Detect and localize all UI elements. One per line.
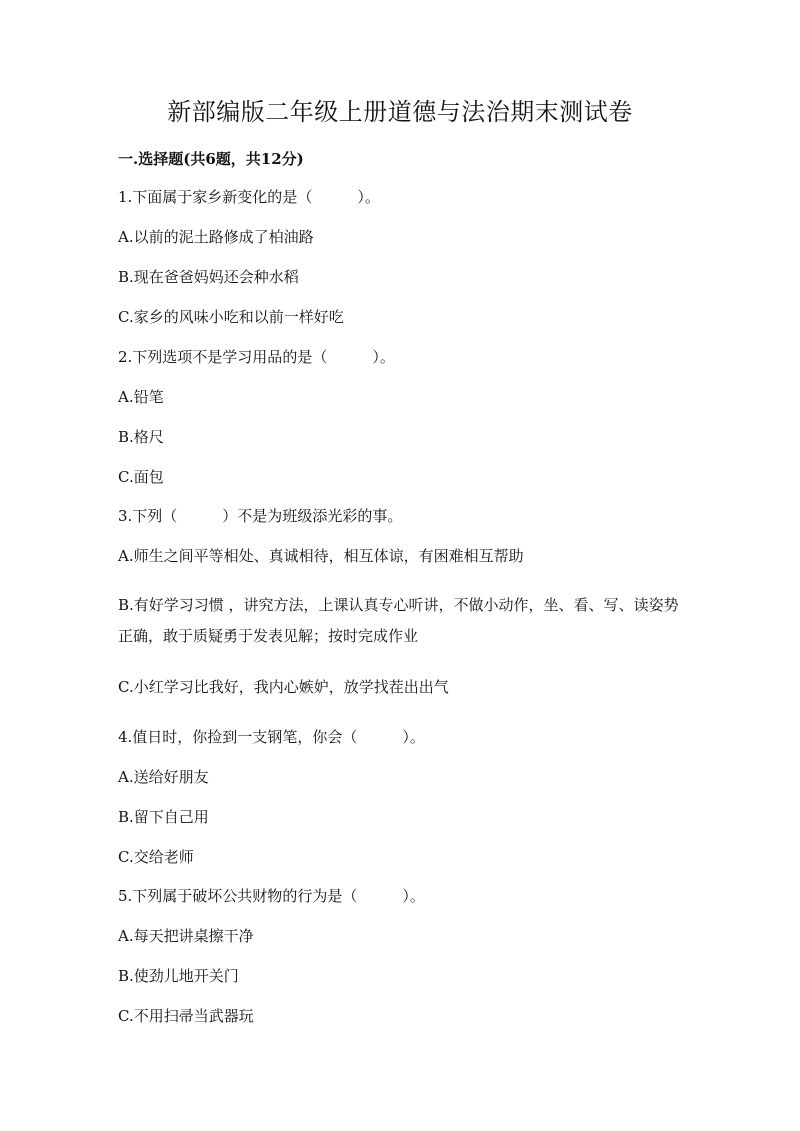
question-3-option-a: A.师生之间平等相处、真诚相待，相互体谅，有困难相互帮助: [118, 547, 524, 565]
question-4-option-a: A.送给好朋友: [118, 768, 209, 786]
question-2-stem: 2.下列选项不是学习用品的是（ ）。: [118, 348, 395, 366]
question-2-option-c: C.面包: [118, 468, 164, 486]
page-title: 新部编版二年级上册道德与法治期末测试卷: [167, 98, 633, 126]
question-1-option-b: B.现在爸爸妈妈还会种水稻: [118, 268, 299, 286]
question-4-stem: 4.值日时，你捡到一支钢笔，你会（ ）。: [118, 728, 425, 746]
question-5-option-c: C.不用扫帚当武器玩: [118, 1007, 254, 1025]
question-1-option-c: C.家乡的风味小吃和以前一样好吃: [118, 308, 344, 326]
section-heading: 一.选择题(共6题，共12分): [118, 150, 304, 168]
question-5-option-a: A.每天把讲桌擦干净: [118, 927, 254, 945]
question-2-option-a: A.铅笔: [118, 388, 164, 406]
question-2-option-b: B.格尺: [118, 428, 164, 446]
question-4-option-b: B.留下自己用: [118, 808, 209, 826]
question-1-option-a: A.以前的泥土路修成了柏油路: [118, 228, 314, 246]
question-3-stem: 3.下列（ ）不是为班级添光彩的事。: [118, 507, 403, 525]
question-4-option-c: C.交给老师: [118, 848, 194, 866]
question-5-stem: 5.下列属于破坏公共财物的行为是（ ）。: [118, 887, 425, 905]
question-1-stem: 1.下面属于家乡新变化的是（ ）。: [118, 188, 380, 206]
question-5-option-b: B.使劲儿地开关门: [118, 967, 239, 985]
question-3-option-c: C.小红学习比我好，我内心嫉妒，放学找茬出出气: [118, 678, 449, 696]
question-3-option-b: B.有好学习习惯 ，讲究方法，上课认真专心听讲，不做小动作，坐、看、写、读姿势正确，敢于质疑勇于发表见解；按时完成作业: [118, 596, 679, 645]
